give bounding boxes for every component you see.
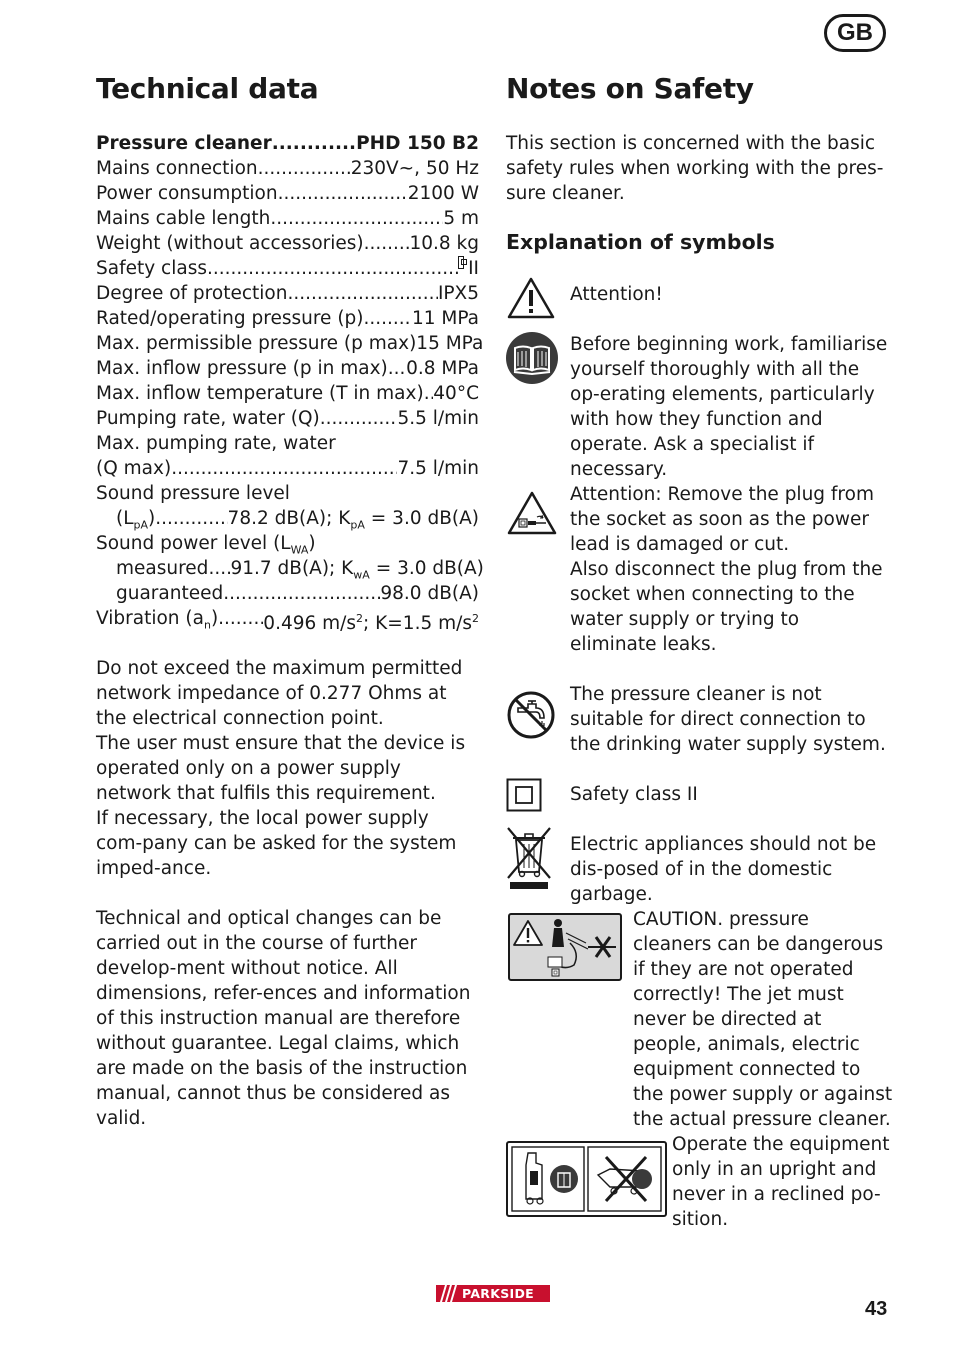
spec-value: 7.5 l/min bbox=[397, 458, 479, 479]
caution-jet-danger-icon bbox=[508, 913, 622, 981]
changes-paragraph: Technical and optical changes can be carried out in the course of further develop-ment without notice. All dimensions, refer-ences and information of this instruction manual are therefore without guarantee. Legal claims, which are made on the basis of the instruction manual, cannot thus be considered as valid. bbox=[96, 908, 471, 1129]
spec-label: Max. inflow temperature (T in max) bbox=[96, 383, 424, 404]
symbol-disposal-text: Electric appliances should not be dis-posed of in the domestic garbage. bbox=[570, 834, 877, 905]
safety-intro-block bbox=[506, 131, 890, 206]
logo-stripes-icon bbox=[436, 1285, 462, 1302]
spec-label: Max. permissible pressure (p max) bbox=[96, 333, 417, 354]
spec-row bbox=[96, 206, 479, 231]
warning-triangle-icon bbox=[506, 276, 556, 320]
spec-row bbox=[96, 356, 479, 381]
remove-plug-warning-icon bbox=[506, 490, 558, 536]
spec-label: Weight (without accessories) bbox=[96, 233, 364, 254]
technical-data-heading: Technical data bbox=[96, 72, 319, 105]
spec-row bbox=[96, 306, 479, 331]
spec-row-measured: measured ..... 91.7 dB(A); $K_{wA} = 3.0$ dB(A) bbox=[96, 556, 479, 581]
symbol-plug-text-1: Attention: Remove the plug from the socket as soon as the power lead is damaged or cut. bbox=[570, 484, 874, 555]
spec-value: PHD 150 B2 bbox=[356, 133, 479, 154]
no-drinking-water-connection-icon bbox=[506, 690, 556, 740]
spec-label: Sound pressure level bbox=[96, 483, 290, 504]
page-number: 43 bbox=[865, 1298, 888, 1320]
parkside-logo bbox=[436, 1285, 550, 1302]
spec-value: 2100 W bbox=[407, 183, 479, 204]
symbol-upright-text: Operate the equipment only in an upright and never in a reclined po-sition. bbox=[672, 1134, 890, 1230]
spec-label: Safety class bbox=[96, 258, 207, 279]
spec-row bbox=[96, 256, 479, 281]
symbol-drinking-water-text: The pressure cleaner is not suitable for direct connection to the drinking water supply system. bbox=[570, 684, 886, 755]
spec-label: Pressure cleaner bbox=[96, 133, 272, 154]
spec-label: Degree of protection bbox=[96, 283, 288, 304]
spec-row bbox=[96, 131, 479, 156]
safety-intro: This section is concerned with the basic safety rules when working with the pres-sure cleaner. bbox=[506, 133, 884, 204]
spec-row bbox=[96, 456, 479, 481]
crossed-out-bin-icon bbox=[506, 826, 552, 890]
symbol-caution-text: CAUTION. pressure cleaners can be dangerous if they are not operated correctly! The jet must never be directed at people, animals, electric equipment connected to the power supply or against the actual pressure cleaner. bbox=[633, 909, 893, 1130]
spec-row-guaranteed: guaranteed ..... 98.0 dB(A) bbox=[96, 581, 479, 606]
safety-class-ii-icon bbox=[458, 256, 464, 269]
upright-operation-icon bbox=[506, 1141, 667, 1217]
read-manual-icon bbox=[506, 332, 558, 384]
impedance-paragraph: Do not exceed the maximum permitted network impedance of 0.277 Ohms at the electrical connection point. bbox=[96, 658, 463, 729]
spec-label: Pumping rate, water (Q) bbox=[96, 408, 320, 429]
symbol-plug-text-2: Also disconnect the plug from the socket when connecting to the water supply or trying to eliminate leaks. bbox=[570, 559, 883, 655]
safety-notes-heading: Notes on Safety bbox=[506, 72, 754, 105]
spec-list bbox=[96, 131, 484, 506]
spec-value: 5 m bbox=[443, 208, 479, 229]
brand-name: PARKSIDE bbox=[462, 1286, 534, 1301]
spec-label: Power consumption bbox=[96, 183, 278, 204]
spec-row bbox=[96, 431, 479, 456]
technical-data-column bbox=[96, 131, 484, 1131]
user-paragraph: The user must ensure that the device is operated only on a power supply network that fulfils this requirement. bbox=[96, 733, 466, 804]
spec-value: IPX5 bbox=[437, 283, 479, 304]
spec-label: Mains cable length bbox=[96, 208, 271, 229]
spec-row bbox=[96, 481, 479, 506]
symbol-safety-class-text: Safety class II bbox=[570, 784, 698, 805]
spec-value: 5.5 l/min bbox=[397, 408, 479, 429]
symbols-subheading: Explanation of symbols bbox=[506, 230, 775, 254]
spec-row bbox=[96, 156, 479, 181]
spec-label: Max. inflow pressure (p in max) bbox=[96, 358, 388, 379]
power-company-paragraph: If necessary, the local power supply com-pany can be asked for the system imped-ance. bbox=[96, 808, 457, 879]
spec-row bbox=[96, 181, 479, 206]
spec-label: Rated/operating pressure (p) bbox=[96, 308, 364, 329]
spec-label: Mains connection bbox=[96, 158, 258, 179]
spec-row-vibration: Vibration $(a_n)$ ..... 0.496 $m/s^2$; K=1.5 $m/s^2$ bbox=[96, 606, 479, 631]
spec-label: (Q max) bbox=[96, 458, 172, 479]
spec-row-sound-pressure-value: $(L_{pA})$ ..... 78.2 dB(A); $K_{pA} = 3.0$ dB(A) bbox=[96, 506, 479, 531]
spec-row bbox=[96, 381, 479, 406]
spec-row-sound-power: Sound power level $(L_{WA})$ bbox=[96, 533, 316, 557]
spec-row bbox=[96, 331, 484, 356]
spec-value: 0.8 MPa bbox=[406, 358, 479, 379]
spec-value: 15 MPa bbox=[416, 333, 484, 354]
spec-row bbox=[96, 231, 479, 256]
spec-value: II bbox=[468, 258, 479, 279]
language-badge: GB bbox=[824, 14, 886, 52]
spec-row bbox=[96, 281, 479, 306]
spec-value: 230V~, 50 Hz bbox=[350, 158, 479, 179]
safety-class-ii-icon bbox=[506, 778, 542, 812]
spec-value: 40°C bbox=[433, 383, 479, 404]
spec-label: Max. pumping rate, water bbox=[96, 433, 336, 454]
spec-value: 10.8 kg bbox=[409, 233, 479, 254]
symbol-attention-text: Attention! bbox=[570, 284, 663, 305]
spec-value: 11 MPa bbox=[411, 308, 479, 329]
symbol-read-manual-text: Before beginning work, familiarise yourself thoroughly with all the op-erating elements, particularly with how they function and operate. Ask a specialist if necessary. bbox=[570, 334, 888, 480]
spec-row bbox=[96, 406, 479, 431]
